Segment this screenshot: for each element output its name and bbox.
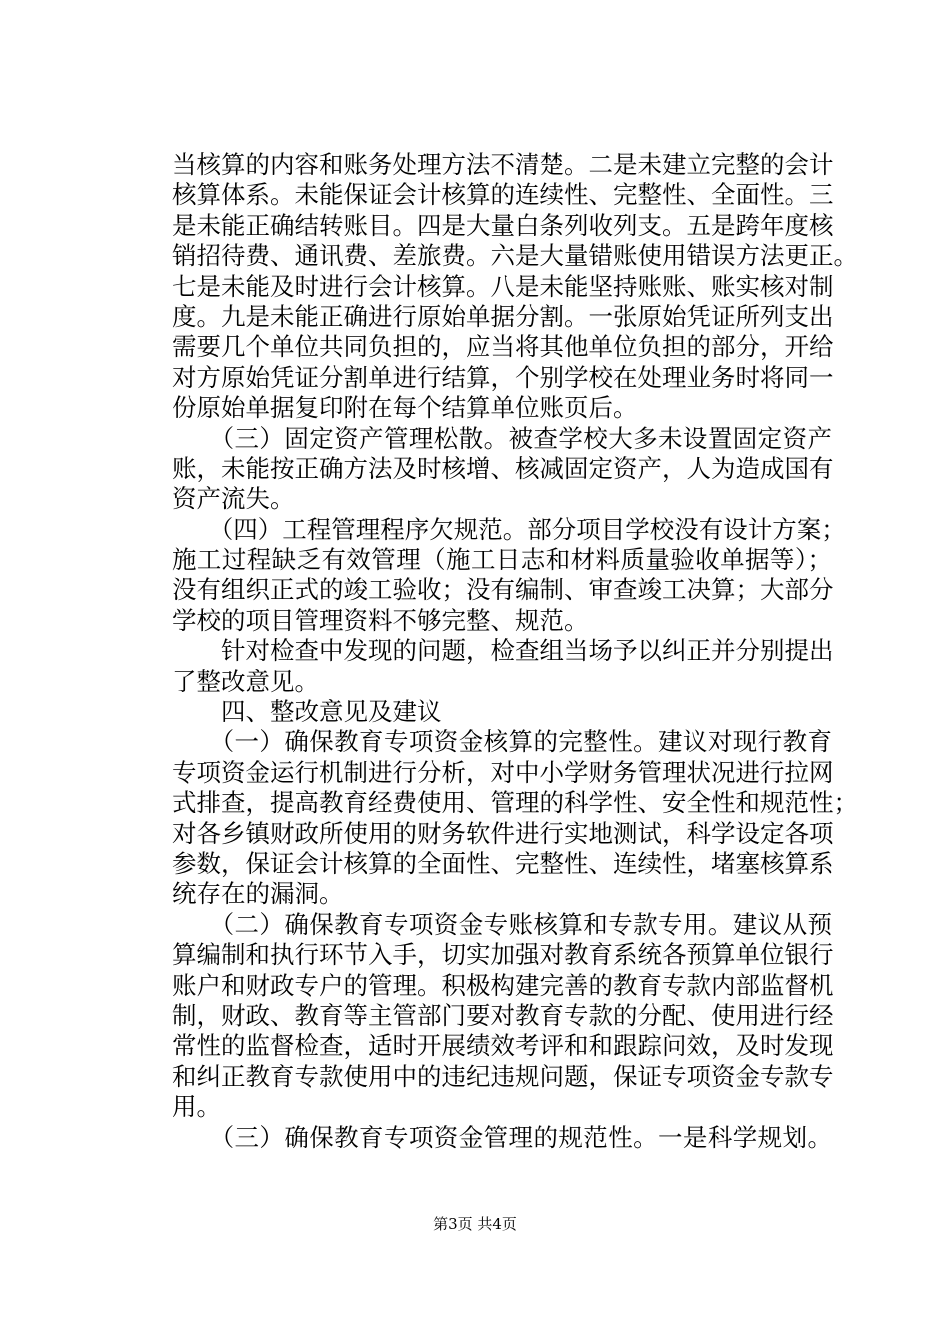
text-line: 参数，保证会计核算的全面性、完整性、连续性，堵塞核算系 bbox=[172, 848, 834, 878]
page-footer bbox=[0, 1214, 950, 1234]
text-line: 制，财政、教育等主管部门要对教育专款的分配、使用进行经 bbox=[172, 1000, 834, 1030]
text-line: （三）固定资产管理松散。被查学校大多未设置固定资产 bbox=[172, 423, 832, 453]
text-line: （三）确保教育专项资金管理的规范性。一是科学规划。 bbox=[172, 1122, 832, 1152]
text-line: 账，未能按正确方法及时核增、核减固定资产，人为造成国有 bbox=[172, 453, 834, 483]
text-line: 对方原始凭证分割单进行结算，个别学校在处理业务时将同一 bbox=[172, 362, 834, 392]
text-line: 没有组织正式的竣工验收；没有编制、审查竣工决算；大部分 bbox=[172, 575, 834, 605]
text-line: 四、整改意见及建议 bbox=[172, 697, 442, 727]
text-line: 销招待费、通讯费、差旅费。六是大量错账使用错误方法更正。 bbox=[172, 241, 858, 271]
text-line: 了整改意见。 bbox=[172, 666, 319, 696]
text-line: 资产流失。 bbox=[172, 484, 295, 514]
text-line: 份原始单据复印附在每个结算单位账页后。 bbox=[172, 393, 638, 423]
text-line: 学校的项目管理资料不够完整、规范。 bbox=[172, 605, 589, 635]
page-number-label: 第3页 共4页 bbox=[433, 1215, 517, 1233]
text-line: 和纠正教育专款使用中的违纪违规问题，保证专项资金专款专 bbox=[172, 1061, 834, 1091]
text-line: 式排查，提高教育经费使用、管理的科学性、安全性和规范性； bbox=[172, 788, 858, 818]
text-line: （一）确保教育专项资金核算的完整性。建议对现行教育 bbox=[172, 727, 832, 757]
text-line: 核算体系。未能保证会计核算的连续性、完整性、全面性。三 bbox=[172, 180, 834, 210]
text-line: 常性的监督检查，适时开展绩效考评和和跟踪问效，及时发现 bbox=[172, 1031, 834, 1061]
text-line: 度。九是未能正确进行原始单据分割。一张原始凭证所列支出 bbox=[172, 301, 834, 331]
document-body bbox=[172, 150, 858, 1153]
text-line: 对各乡镇财政所使用的财务软件进行实地测试，科学设定各项 bbox=[172, 818, 834, 848]
text-line: 统存在的漏洞。 bbox=[172, 879, 344, 909]
text-line: （二）确保教育专项资金专账核算和专款专用。建议从预 bbox=[172, 909, 832, 939]
text-line: 需要几个单位共同负担的，应当将其他单位负担的部分，开给 bbox=[172, 332, 834, 362]
text-line: 当核算的内容和账务处理方法不清楚。二是未建立完整的会计 bbox=[172, 150, 834, 179]
text-line: （四）工程管理程序欠规范。部分项目学校没有设计方案； bbox=[172, 514, 846, 544]
text-line: 是未能正确结转账目。四是大量白条列收列支。五是跨年度核 bbox=[172, 210, 834, 240]
text-line: 专项资金运行机制进行分析，对中小学财务管理状况进行拉网 bbox=[172, 757, 834, 787]
text-line: 账户和财政专户的管理。积极构建完善的教育专款内部监督机 bbox=[172, 970, 834, 1000]
text-line: 施工过程缺乏有效管理（施工日志和材料质量验收单据等）； bbox=[172, 545, 832, 575]
text-line: 算编制和执行环节入手，切实加强对教育系统各预算单位银行 bbox=[172, 940, 834, 970]
text-line: 用。 bbox=[172, 1092, 221, 1122]
text-line: 七是未能及时进行会计核算。八是未能坚持账账、账实核对制 bbox=[172, 271, 834, 301]
text-line: 针对检查中发现的问题，检查组当场予以纠正并分别提出 bbox=[172, 636, 834, 666]
